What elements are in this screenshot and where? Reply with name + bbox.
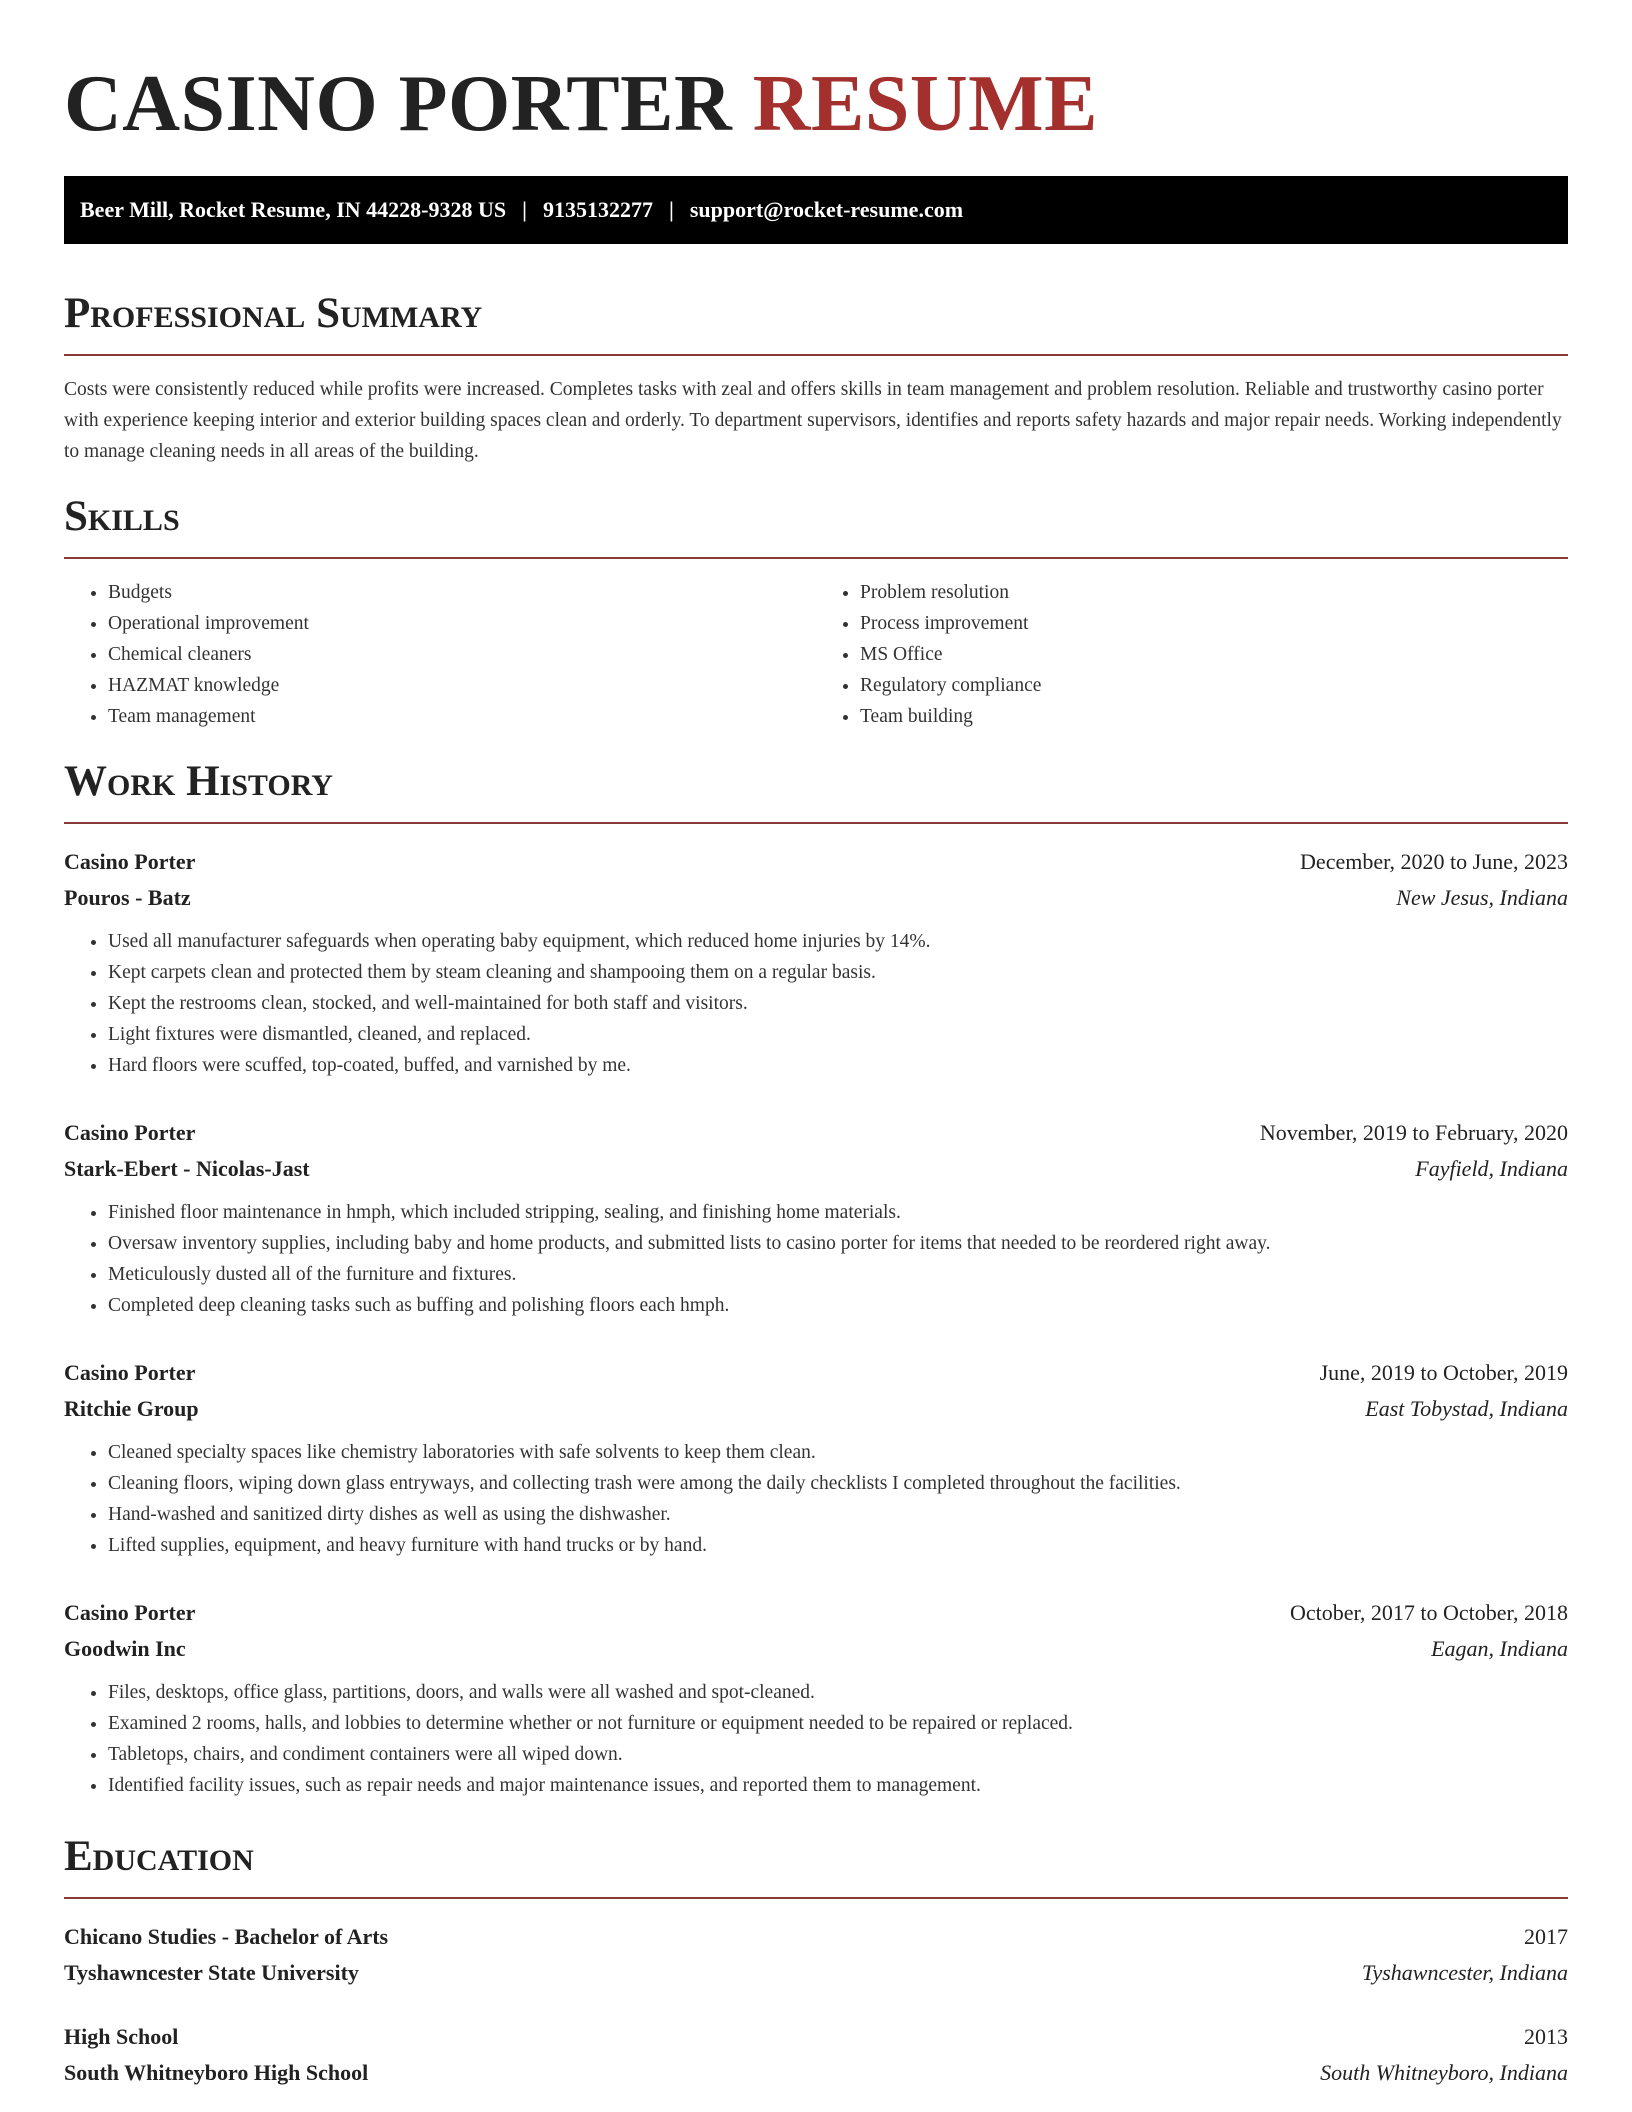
job-bullet: • Identified facility issues, such as repair needs and major maintenance issues, and reported them to management. — [108, 1770, 1568, 1801]
job-bullets — [64, 1437, 1568, 1561]
job-bullet: • Files, desktops, office glass, partitions, doors, and walls were all washed and spot-cleaned. — [108, 1677, 1568, 1708]
job-title: Casino Porter — [64, 1360, 196, 1385]
job-company: Ritchie Group — [64, 1396, 199, 1421]
skill-item: • Operational improvement — [108, 608, 816, 639]
job-company-row — [64, 1631, 1568, 1667]
job-bullet: • Completed deep cleaning tasks such as buffing and polishing floors each hmph. — [108, 1290, 1568, 1321]
job-bullet: • Lifted supplies, equipment, and heavy furniture with hand trucks or by hand. — [108, 1530, 1568, 1561]
job-header-row — [64, 844, 1568, 880]
skill-item: • Budgets — [108, 577, 816, 608]
skill-item: • MS Office — [860, 639, 1568, 670]
job-company-row — [64, 1391, 1568, 1427]
education-year: 2013 — [1524, 2024, 1568, 2049]
job-location: East Tobystad, Indiana — [1365, 1396, 1568, 1421]
job-company: Pouros - Batz — [64, 885, 191, 910]
job-bullet: • Finished floor maintenance in hmph, which included stripping, sealing, and finishing home materials. — [108, 1197, 1568, 1228]
skills-list — [64, 577, 1568, 732]
contact-address: Beer Mill, Rocket Resume, IN 44228-9328 US — [80, 197, 507, 222]
job-header-row — [64, 1115, 1568, 1151]
contact-bar — [64, 176, 1568, 244]
education-school-row — [64, 1955, 1568, 1991]
skills-heading: Skills — [64, 491, 1568, 559]
title-accent: RESUME — [752, 60, 1098, 148]
skill-item: • HAZMAT knowledge — [108, 670, 816, 701]
job-bullet: • Examined 2 rooms, halls, and lobbies to determine whether or not furniture or equipment needed to be repaired or replaced. — [108, 1708, 1568, 1739]
education-school: Tyshawncester State University — [64, 1960, 359, 1985]
education-degree: Chicano Studies - Bachelor of Arts — [64, 1924, 389, 1949]
job-location: New Jesus, Indiana — [1396, 885, 1568, 910]
title-main: CASINO PORTER — [64, 60, 733, 148]
education-school-row — [64, 2055, 1568, 2091]
education-location: Tyshawncester, Indiana — [1361, 1960, 1568, 1985]
education-degree-row — [64, 2019, 1568, 2055]
job-company: Goodwin Inc — [64, 1636, 186, 1661]
resume-title — [64, 0, 1568, 152]
job-entry — [64, 844, 1568, 1081]
job-bullet: • Cleaned specialty spaces like chemistry laboratories with safe solvents to keep them clean. — [108, 1437, 1568, 1468]
education-location: South Whitneyboro, Indiana — [1320, 2060, 1568, 2085]
job-location: Fayfield, Indiana — [1415, 1156, 1568, 1181]
job-bullet: • Hard floors were scuffed, top-coated, buffed, and varnished by me. — [108, 1050, 1568, 1081]
skill-item: • Team building — [860, 701, 1568, 732]
education-entry — [64, 1919, 1568, 1991]
skill-item: • Process improvement — [860, 608, 1568, 639]
job-bullet: • Used all manufacturer safeguards when operating baby equipment, which reduced home injuries by 14%. — [108, 926, 1568, 957]
job-bullet: • Kept the restrooms clean, stocked, and well-maintained for both staff and visitors. — [108, 988, 1568, 1019]
skills-column-right — [816, 577, 1568, 732]
job-header-row — [64, 1355, 1568, 1391]
job-bullet: • Kept carpets clean and protected them by steam cleaning and shampooing them on a regular basis. — [108, 957, 1568, 988]
skill-item: • Team management — [108, 701, 816, 732]
skills-column-left — [64, 577, 816, 732]
contact-separator: | — [668, 197, 674, 222]
job-entry — [64, 1595, 1568, 1801]
job-title: Casino Porter — [64, 1600, 196, 1625]
education-degree: High School — [64, 2024, 179, 2049]
job-bullets — [64, 1197, 1568, 1321]
summary-heading: Professional Summary — [64, 288, 1568, 356]
job-title: Casino Porter — [64, 849, 196, 874]
skill-item: • Regulatory compliance — [860, 670, 1568, 701]
contact-separator: | — [522, 197, 527, 222]
education-school: South Whitneyboro High School — [64, 2060, 369, 2085]
skill-item: • Problem resolution — [860, 577, 1568, 608]
job-company-row — [64, 880, 1568, 916]
education-entry — [64, 2019, 1568, 2091]
job-dates: December, 2020 to June, 2023 — [1300, 849, 1568, 874]
education-heading: Education — [64, 1831, 1568, 1899]
job-bullet: • Tabletops, chairs, and condiment containers were all wiped down. — [108, 1739, 1568, 1770]
job-entry — [64, 1115, 1568, 1321]
summary-text: Costs were consistently reduced while profits were increased. Completes tasks with zeal and offers skills in team management and problem resolution. Reliable and trustworthy casino porter with experience keeping interior and exterior building spaces clean and orderly. To department supervisors, identifies and reports safety hazards and major repair needs. Working independently to manage cleaning needs in all areas of the building. — [64, 379, 1562, 462]
job-title: Casino Porter — [64, 1120, 196, 1145]
job-dates: October, 2017 to October, 2018 — [1289, 1600, 1568, 1625]
job-location: Eagan, Indiana — [1431, 1636, 1568, 1661]
work-history-heading: Work History — [64, 756, 1568, 824]
job-bullets — [64, 926, 1568, 1081]
job-dates: June, 2019 to October, 2019 — [1319, 1360, 1568, 1385]
education-degree-row — [64, 1919, 1568, 1955]
job-dates: November, 2019 to February, 2020 — [1259, 1120, 1568, 1145]
contact-email[interactable]: support@rocket-resume.com — [689, 197, 964, 222]
job-bullet: • Cleaning floors, wiping down glass entryways, and collecting trash were among the daily checklists I completed throughout the facilities. — [108, 1468, 1568, 1499]
job-bullet: • Oversaw inventory supplies, including baby and home products, and submitted lists to casino porter for items that needed to be reordered right away. — [108, 1228, 1568, 1259]
job-bullets — [64, 1677, 1568, 1801]
job-bullet: • Meticulously dusted all of the furniture and fixtures. — [108, 1259, 1568, 1290]
job-header-row — [64, 1595, 1568, 1631]
education-year: 2017 — [1524, 1924, 1568, 1949]
job-company: Stark-Ebert - Nicolas-Jast — [64, 1156, 310, 1181]
job-bullet: • Hand-washed and sanitized dirty dishes as well as using the dishwasher. — [108, 1499, 1568, 1530]
contact-phone[interactable]: 9135132277 — [542, 197, 653, 222]
job-bullet: • Light fixtures were dismantled, cleaned, and replaced. — [108, 1019, 1568, 1050]
job-entry — [64, 1355, 1568, 1561]
skill-item: • Chemical cleaners — [108, 639, 816, 670]
job-company-row — [64, 1151, 1568, 1187]
